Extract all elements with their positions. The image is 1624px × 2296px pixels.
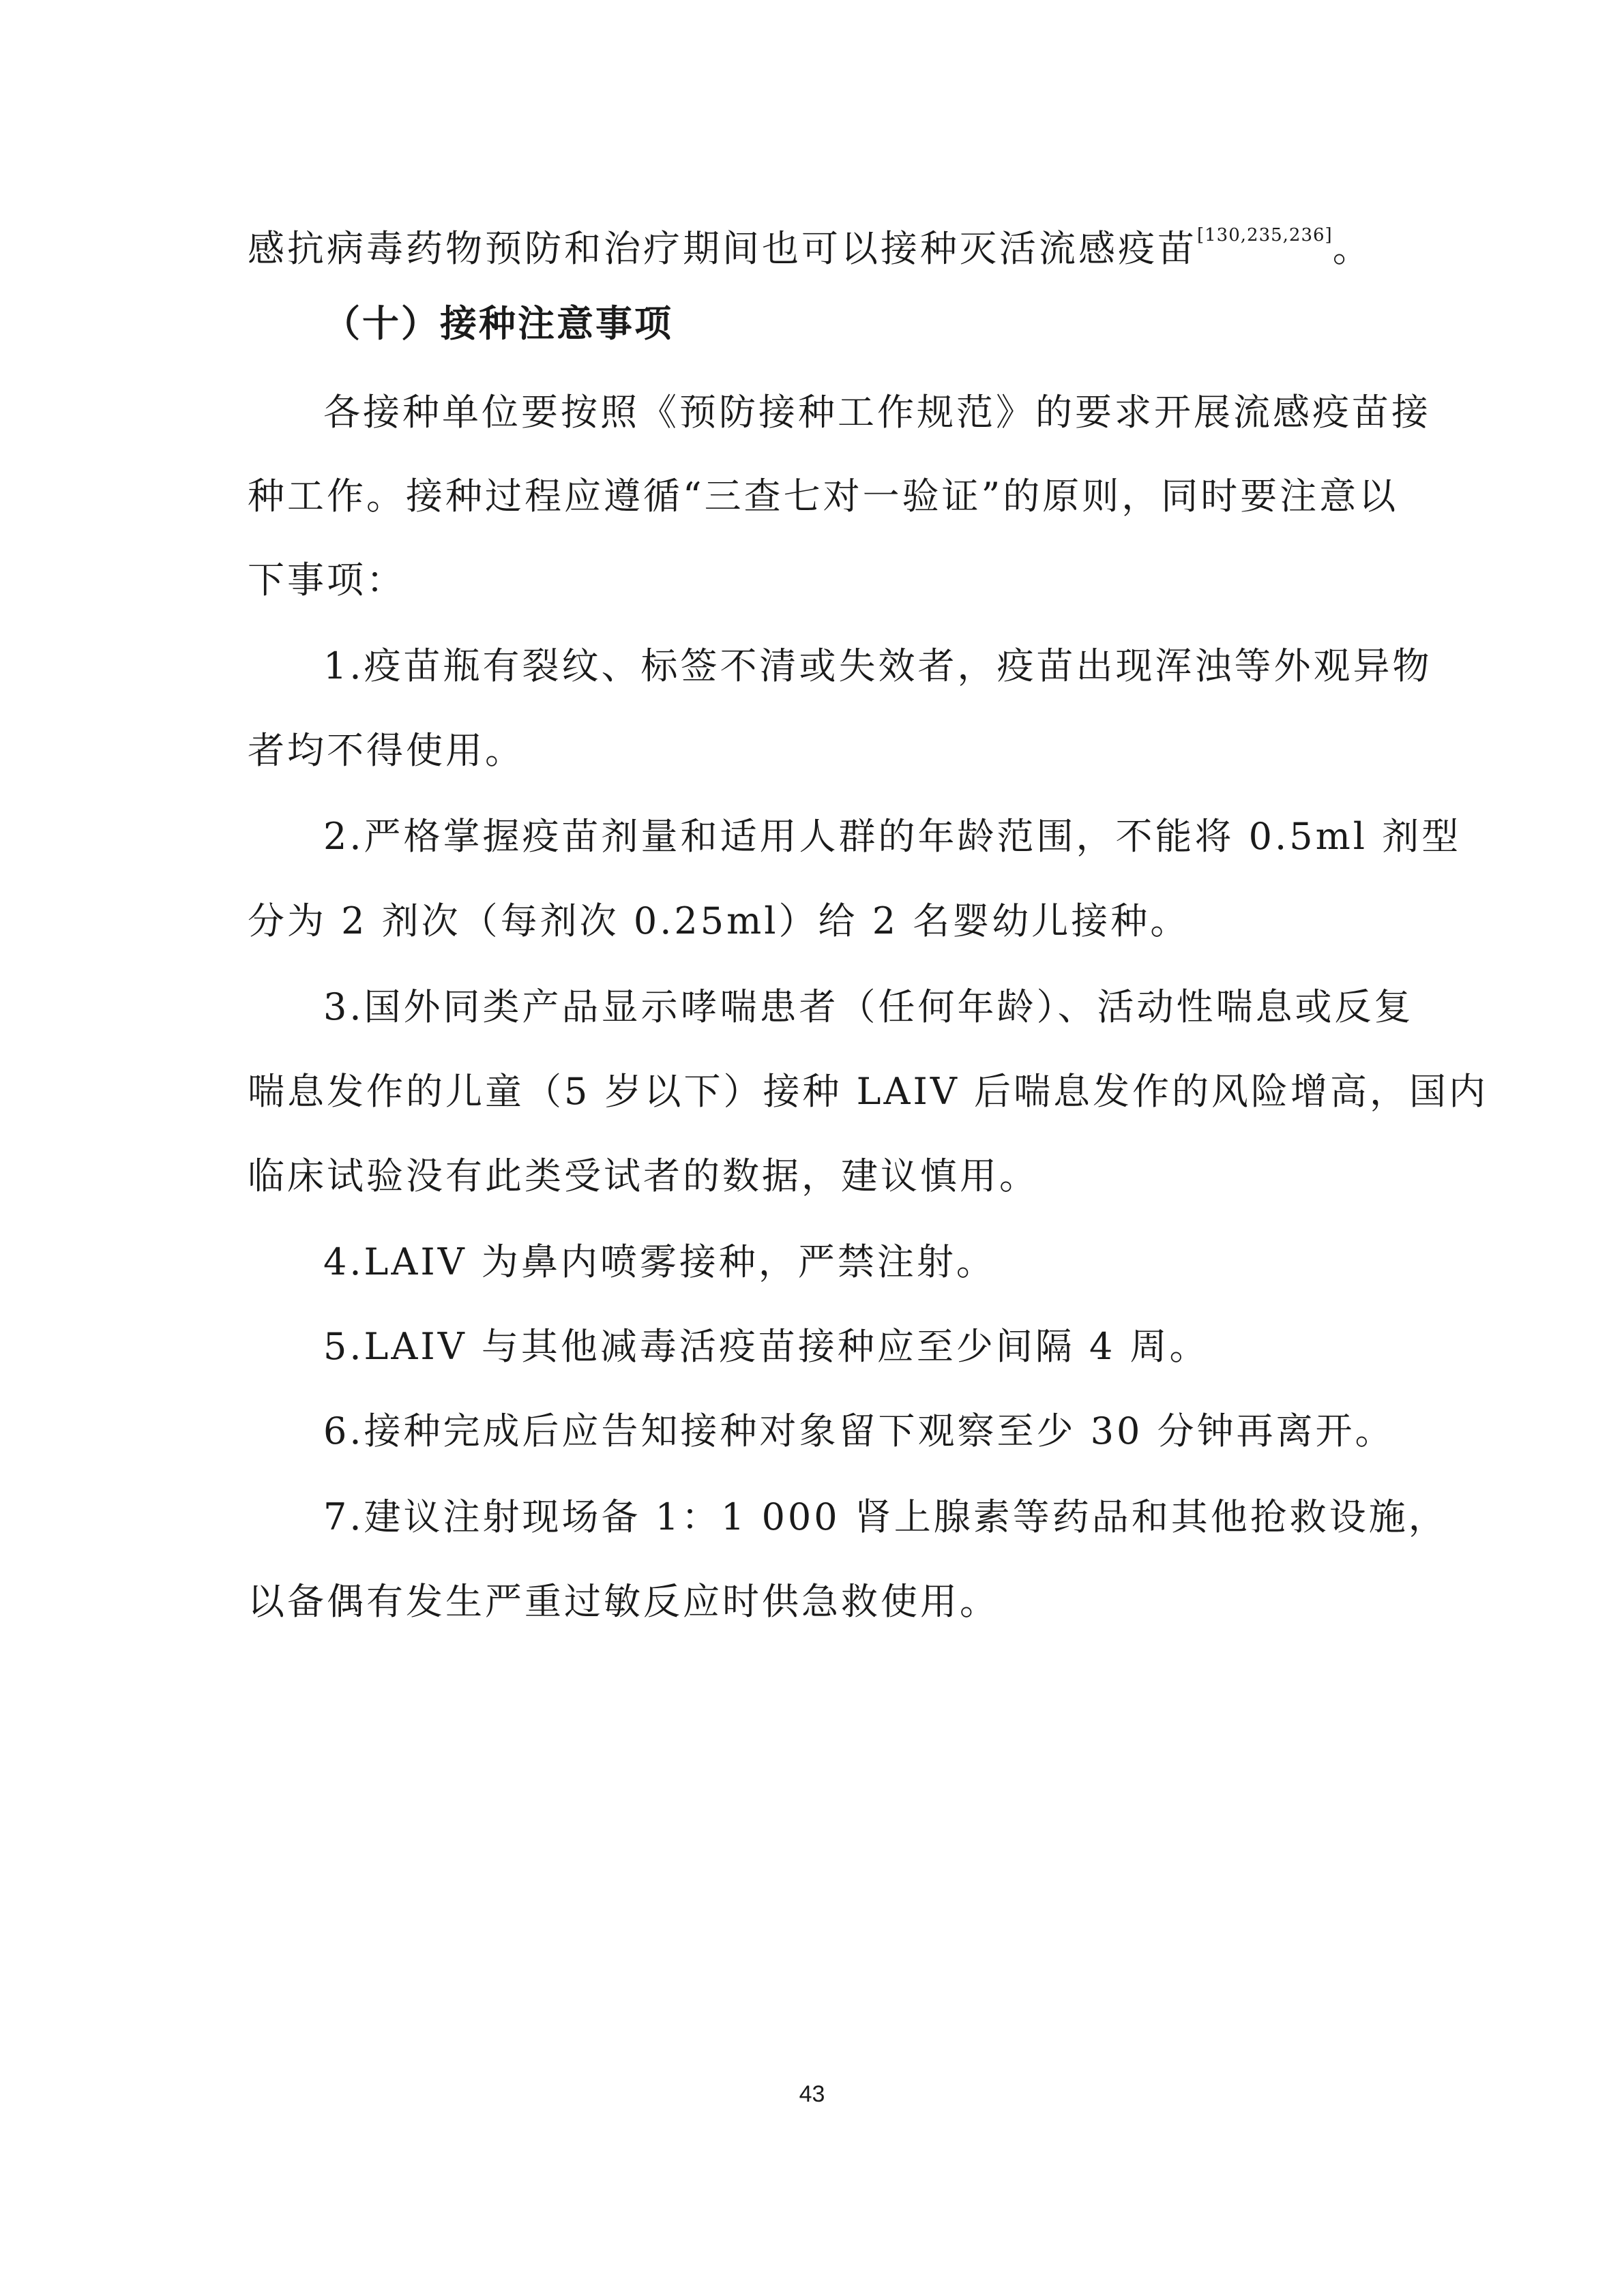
item-7-line-2: 以备偶有发生严重过敏反应时供急救使用。 — [248, 1580, 999, 1623]
continuation-line — [248, 211, 1393, 273]
item-3-line-2: 喘息发作的儿童（5 岁以下）接种 LAIV 后喘息发作的风险增高，国内 — [248, 1070, 1489, 1113]
intro-line-1: 各接种单位要按照《预防接种工作规范》的要求开展流感疫苗接 — [323, 391, 1431, 434]
item-5-line-1: 5.LAIV 与其他减毒活疫苗接种应至少间隔 4 周。 — [323, 1325, 1209, 1368]
intro-line-2: 种工作。接种过程应遵循“三查七对一验证”的原则，同时要注意以 — [248, 475, 1399, 518]
item-3-line-3: 临床试验没有此类受试者的数据，建议慎用。 — [248, 1154, 1039, 1197]
item-2-line-2: 分为 2 剂次（每剂次 0.25ml）给 2 名婴幼儿接种。 — [248, 899, 1190, 942]
citation-reference: [130,235,236] — [1197, 225, 1333, 245]
item-7-line-1: 7.建议注射现场备 1：1 000 肾上腺素等药品和其他抢救设施， — [323, 1495, 1448, 1538]
item-6-line-1: 6.接种完成后应告知接种对象留下观察至少 30 分钟再离开。 — [323, 1410, 1395, 1452]
item-2-line-1: 2.严格掌握疫苗剂量和适用人群的年龄范围，不能将 0.5ml 剂型 — [323, 815, 1462, 858]
continuation-text: 感抗病毒药物预防和治疗期间也可以接种灭活流感疫苗 — [248, 227, 1197, 270]
item-1-line-1: 1.疫苗瓶有裂纹、标签不清或失效者，疫苗出现浑浊等外观异物 — [323, 644, 1432, 687]
item-3-line-1: 3.国外同类产品显示哮喘患者（任何年龄）、活动性喘息或反复 — [323, 985, 1414, 1028]
intro-line-3: 下事项： — [248, 558, 406, 601]
page-number: 43 — [799, 2081, 825, 2107]
item-4-line-1: 4.LAIV 为鼻内喷雾接种，严禁注射。 — [323, 1240, 996, 1283]
section-heading: （十）接种注意事项 — [323, 302, 673, 345]
item-1-line-2: 者均不得使用。 — [248, 729, 525, 772]
continuation-end: 。 — [1332, 227, 1372, 270]
